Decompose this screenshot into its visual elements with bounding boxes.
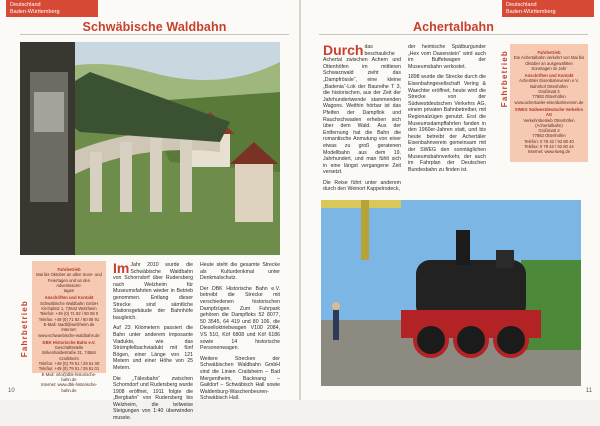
paragraph: Die Reise führt unter anderem durch den Weinort Kappelrodeck, xyxy=(323,179,401,193)
page-title-left: Schwäbische Waldbahn xyxy=(82,19,227,34)
info-box-line: Kirchplatz 1, 73642 Welzheim xyxy=(41,306,97,312)
info-box-heading: SWEG Südwestdeutsche Verkehrs AG xyxy=(514,106,584,118)
paragraph: Der DBK Historische Bahn e.V. betreibt die Strecke mit verschiedenen historischen Dampfzügen. Zum Fuhrpark gehören die Dampfloks 52 8077, 50 3545, 64 419 und 80 106, die Dieselloktriebwagen V100 2084, VS 510, Köf 6808 und Köf 6186 sowie 14 historische Personenwagen. xyxy=(200,285,280,352)
info-box-line: Internet: www.dbk-historische-bahn.de xyxy=(40,382,98,393)
info-box-heading: DBK Historische Bahn e.V. xyxy=(42,339,96,345)
info-box-line: Bahnhof Ottenhöfen xyxy=(530,83,568,89)
paragraph: Weitere Strecken der Schwäbischen Waldbahn GmbH sind die Linien Crailsheim – Bad Mergentheim, Backnang – Gaildorf – Schwäbisch Hall sowie Waldenburg-Waschenbeuren-Schwäbisch Hall. xyxy=(200,355,280,402)
region-country: Deutschland xyxy=(506,2,537,8)
dropcap-left: Im xyxy=(113,260,130,276)
side-label-right: Fahrbetrieb xyxy=(500,50,509,108)
region-tab-left xyxy=(6,0,98,17)
page-title-right: Achertalbahn xyxy=(412,19,495,34)
info-box-right xyxy=(510,44,588,162)
info-box-line: Verkehrsbetrieb Ottenhöfen xyxy=(523,117,575,123)
left-page xyxy=(0,0,299,422)
info-box-lines xyxy=(35,267,103,393)
side-label-left: Fahrbetrieb xyxy=(20,300,29,358)
info-box-line: tagen xyxy=(63,288,75,294)
dropcap-right: Durch xyxy=(323,42,364,58)
info-box-line: Telefon: +49 (0) 79 51 / 29 61 00 xyxy=(38,361,100,367)
page-number-right: 11 xyxy=(585,388,592,394)
steam-locomotive-photo xyxy=(321,200,581,386)
title-bar-left xyxy=(20,19,289,35)
info-box-line: Geschäftsstelle xyxy=(54,345,84,351)
info-box-line: (Achertalbahn) xyxy=(535,122,563,128)
info-box-line: Telefax: +49 (0) 71 82 / 80 08 91 xyxy=(38,316,100,322)
info-box-lines xyxy=(513,50,585,155)
info-box-line: Mai bis Oktober an allen Sonn- und xyxy=(36,272,102,278)
right-page xyxy=(301,0,600,400)
waldbahn-viaduct-photo xyxy=(20,42,280,255)
info-box-line: Sonntagen im Jahr xyxy=(531,65,567,71)
region-state: Baden-Württemberg xyxy=(10,9,60,15)
info-box-heading: Fahrbetrieb xyxy=(57,267,81,272)
paragraph: der heimische Spätburgunder „Hex vom Dasenstein“ wird auch im Buffetwagen der Museumsbahn verkostet. xyxy=(408,44,486,70)
info-box-line: Oktober an ausgewählten xyxy=(525,60,573,66)
info-box-line: Achertäler Eisenbahnverein e.V. xyxy=(519,78,579,84)
info-box-line: Großmatt 3 xyxy=(538,128,560,134)
info-box-line: Schwäbische Waldbahn GmbH xyxy=(40,300,98,306)
text-column-right-2 xyxy=(408,44,486,177)
paragraph: Die „Tälesbahn“ zwischen Schorndorf und Rudersberg wurde 1908 eröffnet, 1911 folgte die „Bergbahn“ von Rudersberg bis Welzheim, die teilweise Steigungen von 1:40 überwinden musste. xyxy=(113,375,193,422)
info-box-line: Telefax: 0 78 42 / 92 80 44 xyxy=(524,144,574,150)
region-state: Baden-Württemberg xyxy=(506,9,556,15)
paragraph: Auf 23 Kilometern passiert die Bahn unter anderem imposante Viadukte, wie das Strümpfelbachviadukt mit fünf Bögen, einer Länge von 121 Metern und einer Höhe von 25 Metern. xyxy=(113,325,193,371)
info-box-heading: Anschriften und Kontakt xyxy=(524,73,574,79)
info-box-line: Telefax: +49 (0) 79 51 / 29 61 01 xyxy=(38,366,100,372)
info-box-heading: Anschriften und Kontakt xyxy=(44,295,94,301)
info-box-heading: Fahrbetrieb xyxy=(537,50,561,55)
title-bar-right xyxy=(319,19,588,35)
info-box-line: Internet: www.sweg.de xyxy=(527,149,571,155)
text-column-left-2 xyxy=(200,262,280,406)
info-box-line: E-Mail: info@dbk-historische-bahn.de xyxy=(41,371,97,382)
info-box-line: E-Mail: stadt@welzheim.de xyxy=(43,321,95,327)
info-box-line: Die Achertalbahn verkehrt von Mai bis xyxy=(513,55,585,61)
paragraph: 1898 wurde die Strecke durch die Eisenbahngesellschaft Vering & Waechter eröffnet, heute wird die Strecke von der Südwestdeutschen Verkehrs AG, einem privaten Bahnbetreiber, mit Regionalzügen genutzt. Erst die Museumsdampffahrten fanden in den 1960er-Jahren statt, und bis heute betreibt der Achertäler Eisenbahnverein gemeinsam mit der SWEG den sonntäglichen Museumsbahnverkehr, der auch im Fahrplan der Deutschen Bundesbahn zu finden ist. xyxy=(408,74,486,173)
paragraph: Jahr 2010 wurde die Schwäbische Waldbahn von Schorndorf über Rudersberg nach Welzheim für Museumsfahrten wieder in Betrieb genommen. Entlang dieser Strecke sind sämtliche Stationsgebäude der Bahnhöfe baugleich. xyxy=(113,262,193,321)
paragraph: das beschauliche Achertal zwischen Achern und Ottenhöfen im mittleren Schwarzwald zieht das „Dampfrössle“, eine kleine „Badenia“-Lok der Baureihe T 3, die historischen, aus der Zeit der Jahrhundertwende stammenden Wagons. Weithin hörbar ist das Pfeifen der Dampflok und Rauchschwaden erheben sich über dem Wald. Aus der Entfernung hat die Bahn die romantische Anmutung von einer etwas zu groß geratenen Modellbahn aus dem 19. Jahrhundert, und man fühlt sich in eine längst vergangene Zeit versetzt. xyxy=(323,44,401,176)
region-tab-right xyxy=(502,0,594,17)
info-box-line: www.achertaeler-eisenbahnverein.de xyxy=(514,99,584,105)
text-column-left-1 xyxy=(113,262,193,426)
info-box-line: 77883 Ottenhöfen xyxy=(532,133,566,139)
info-box-line: Telefon: +49 (0) 71 82 / 80 08 0 xyxy=(39,311,99,317)
info-box-line: Telefon: 0 78 42 / 92 80 40 xyxy=(524,138,574,144)
info-box-left xyxy=(32,261,106,393)
info-box-line: Großmatt 3 xyxy=(538,89,560,95)
info-box-line: Feiertagen und an den Adventssonn- xyxy=(47,277,91,288)
info-box-line: Internet: xyxy=(61,327,77,333)
text-column-right-1 xyxy=(323,44,401,197)
page-number-left: 10 xyxy=(8,388,15,394)
info-box-line: Birkenhaldestraße 31, 74564 Crailsheim xyxy=(42,350,96,361)
paragraph: Heute steht die gesamte Strecke als Kulturdenkmal unter Denkmalschutz. xyxy=(200,262,280,282)
info-box-line: 77883 Ottenhöfen xyxy=(532,94,566,100)
info-box-line: www.schwaebische-waldbahn.de xyxy=(38,332,100,338)
region-country: Deutschland xyxy=(10,2,41,8)
